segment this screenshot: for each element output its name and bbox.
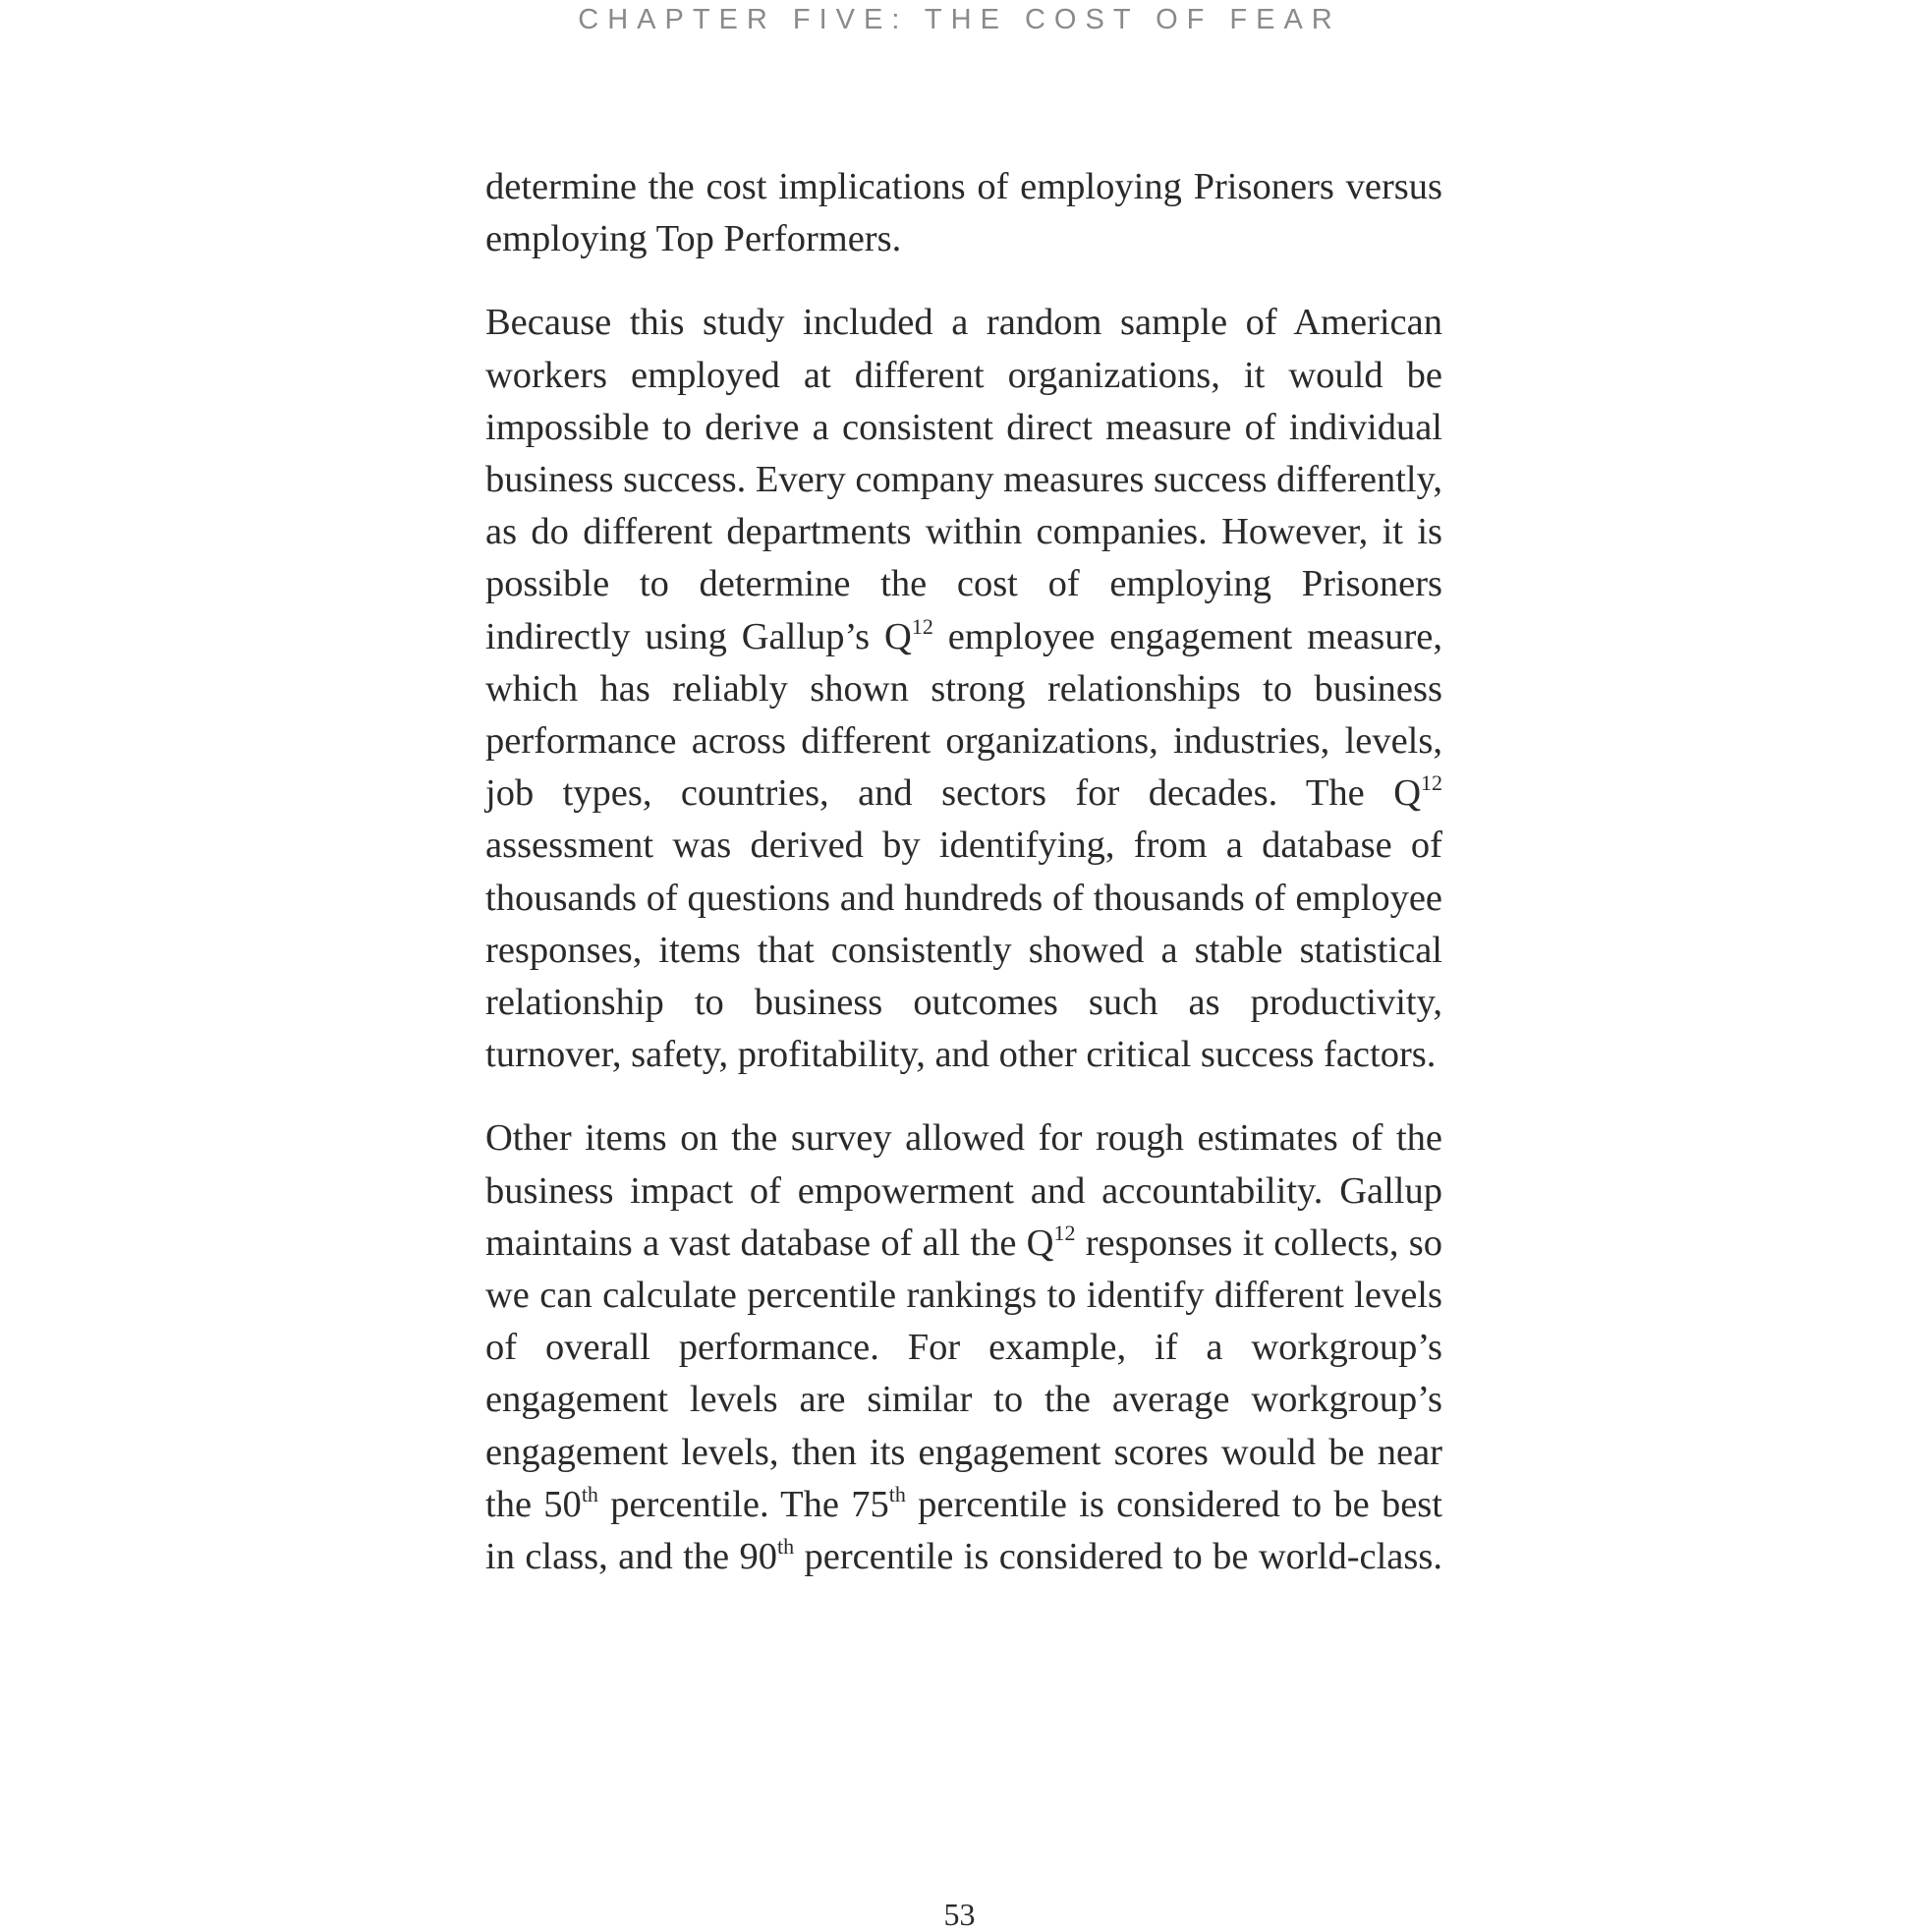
superscript: 12: [911, 613, 933, 639]
paragraph-3-text-c: percentile. The 75: [597, 1483, 889, 1525]
paragraph-3-text-e: percentile is considered to be world-class.: [794, 1536, 1442, 1578]
superscript: 12: [1053, 1220, 1076, 1245]
paragraph-3: [485, 1112, 1442, 1583]
paragraph-1: determine the cost implications of employing Prisoners versus employing Top Performers.: [485, 166, 1442, 260]
body-text: [485, 161, 1442, 1615]
page-number: 53: [943, 1897, 976, 1932]
paragraph-2-text-b: employee engagement measure, which has reliably shown strong relationships to business performance across different organizations, industries, levels, job types, countries, and sectors for decades. The Q: [485, 615, 1442, 815]
paragraph-2-text-c: assessment was derived by identifying, from a database of thousands of questions and hundreds of thousands of employee responses, items that consistently showed a stable statistical relationship to business outcomes such as productivity, turnover, safety, profitability, and other critical success factors.: [485, 824, 1442, 1076]
running-header: CHAPTER FIVE: THE COST OF FEAR: [578, 4, 1341, 35]
paragraph-2-text-a: Because this study included a random sample of American workers employed at different organizations, it would be impossible to derive a consistent direct measure of individual business success. Every company measures success differently, as do different departments within companies. However, it is possible to determine the cost of employing Prisoners indirectly using Gallup’s Q: [485, 302, 1442, 657]
superscript: th: [581, 1481, 598, 1506]
superscript: 12: [1421, 770, 1442, 796]
paragraph-2: [485, 297, 1442, 1081]
paragraph-3-text-a: Other items on the survey allowed for rough estimates of the business impact of empowerment and accountability. Gallup maintains a vast database of all the Q: [485, 1117, 1442, 1264]
superscript: th: [777, 1534, 795, 1560]
paragraph-3-text-d: percentile is considered to be best in class, and the 90: [485, 1483, 1442, 1578]
paragraph-3-text-b: responses it collects, so we can calculate percentile rankings to identify different levels of overall performance. For example, if a workgroup’s engagement levels are similar to the average workgroup’s engagement levels, then its engagement scores would be near the 50: [485, 1222, 1442, 1525]
superscript: th: [888, 1481, 906, 1506]
